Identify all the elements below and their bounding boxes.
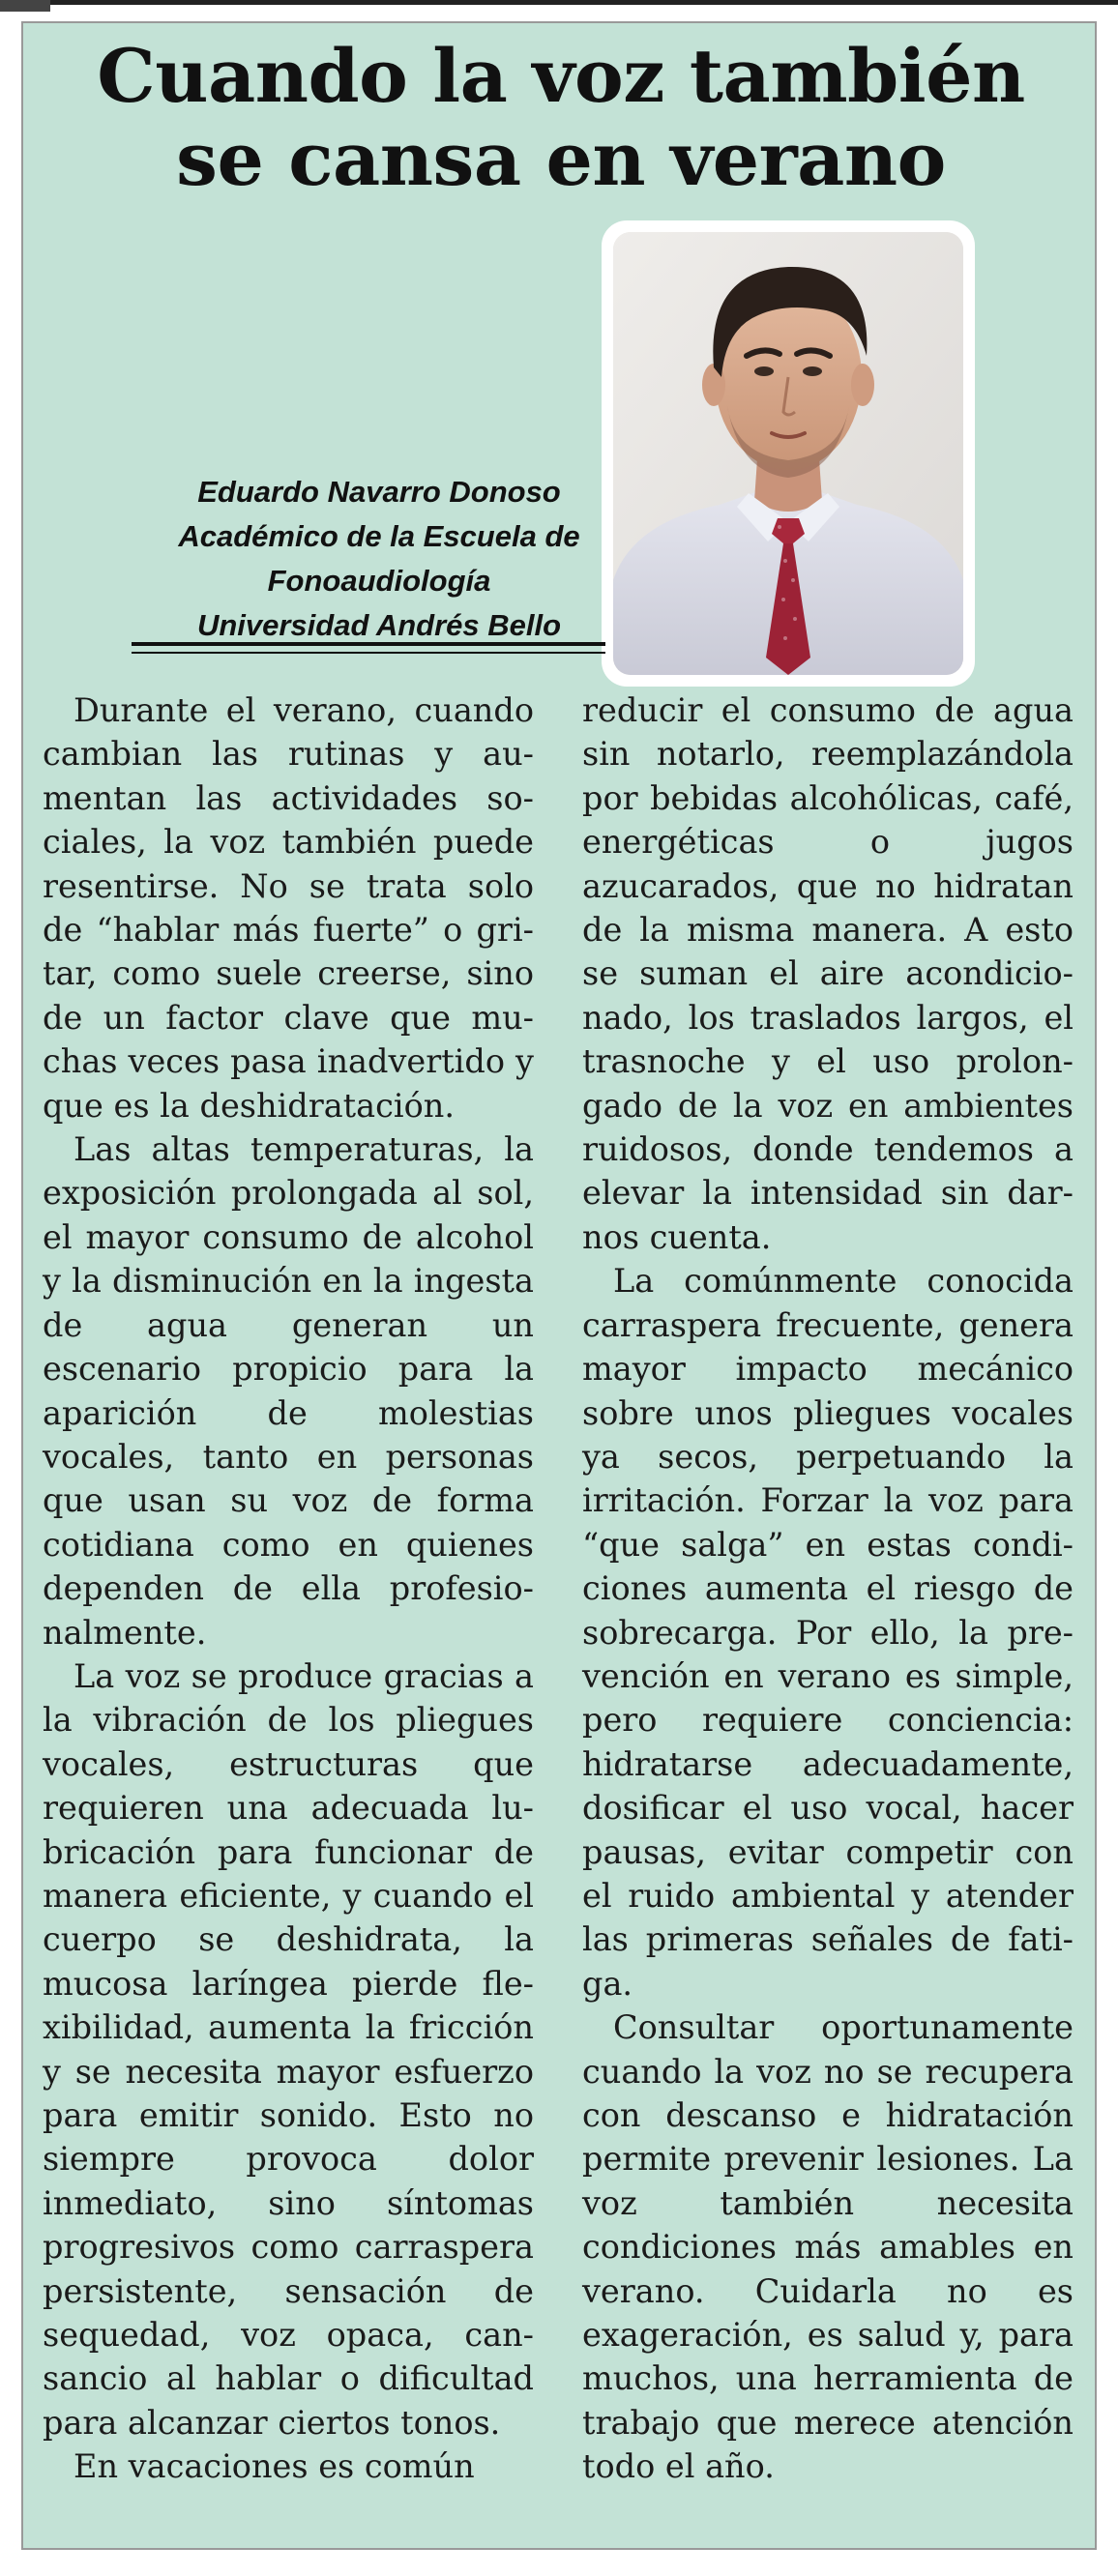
paragraph: La comúnmente conocida carraspera frecuente, genera mayor impacto mecánico sobre unos pliegues vocales ya secos, perpetuando la irritación. Forzar la voz para “que salga” en estas condiciones aumenta el riesgo de sobrecarga. Por ello, la prevención en verano es simple, pero requiere conciencia: hidratarse adecuadamente, dosificar el uso vocal, hacer pausas, evitar competir con el ruido ambiental y atender las primeras señales de fatiga. xyxy=(582,1262,1074,2003)
byline-rule-thin xyxy=(132,652,605,654)
author-portrait-illustration xyxy=(613,232,963,675)
paragraph-continued: reducir el consumo de agua sin notarlo, reemplazándola por bebidas alcohólicas, café, energéticas o jugos azucarados, que no hidratan de la misma manera. A esto se suman el aire acondicionado, los traslados largos, el trasnoche y el uso prolongado de la voz en ambientes ruidosos, donde tendemos a elevar la intensidad sin darnos cuenta. xyxy=(582,691,1074,1256)
paragraph: Las altas temperaturas, la exposición prolongada al sol, el mayor consumo de alcohol y la disminución en la ingesta de agua generan un escenario propicio para la aparición de molestias vocales, tanto en personas que usan su voz de forma cotidiana como en quienes dependen de ella profesionalmente. xyxy=(43,1130,534,1652)
author-photo xyxy=(613,232,963,675)
author-role-line-2: Fonoaudiología xyxy=(267,564,491,598)
byline-rule-thick xyxy=(132,642,605,646)
paragraph: Durante el verano, cuando cambian las rutinas y aumentan las actividades sociales, la voz también puede resentirse. No se trata solo de “hablar más fuerte” o gritar, como suele creerse, sino de un factor clave que muchas veces pasa inadvertido y que es la deshidratación. xyxy=(43,691,534,1125)
author-institution: Universidad Andrés Bello xyxy=(196,608,562,642)
article-column-left xyxy=(43,688,534,2489)
author-name: Eduardo Navarro Donoso xyxy=(197,475,561,509)
article-title-line-1: Cuando la voz también xyxy=(97,33,1025,119)
author-photo-frame xyxy=(602,220,975,687)
article-title xyxy=(23,35,1099,201)
article-column-right xyxy=(582,688,1074,2489)
article-panel xyxy=(21,21,1097,2550)
author-byline xyxy=(137,470,621,648)
author-role-line-1: Académico de la Escuela de xyxy=(178,519,580,553)
article-title-line-2: se cansa en verano xyxy=(176,116,946,202)
paragraph: Consultar oportunamente cuando la voz no se recupera con descanso e hidratación permite prevenir lesiones. La voz también necesita condiciones más amables en verano. Cuidarla no es exageración, es salud y, para muchos, una herramienta de trabajo que merece atención todo el año. xyxy=(582,2008,1074,2486)
paragraph: En vacaciones es común xyxy=(74,2447,475,2486)
paragraph: La voz se produce gracias a la vibración de los pliegues vocales, estructuras que requieren una adecuada lubricación para funcionar de manera eficiente, y cuando el cuerpo se deshidrata, la mucosa laríngea pierde flexibilidad, aumenta la fricción y se necesita mayor esfuerzo para emitir sonido. Esto no siempre provoca dolor inmediato, sino síntomas progresivos como carraspera persistente, sensación de sequedad, voz opaca, cansancio al hablar o dificultad para alcanzar ciertos tonos. xyxy=(43,1656,534,2442)
page-top-accent xyxy=(0,0,50,12)
page-top-rule xyxy=(0,0,1118,5)
